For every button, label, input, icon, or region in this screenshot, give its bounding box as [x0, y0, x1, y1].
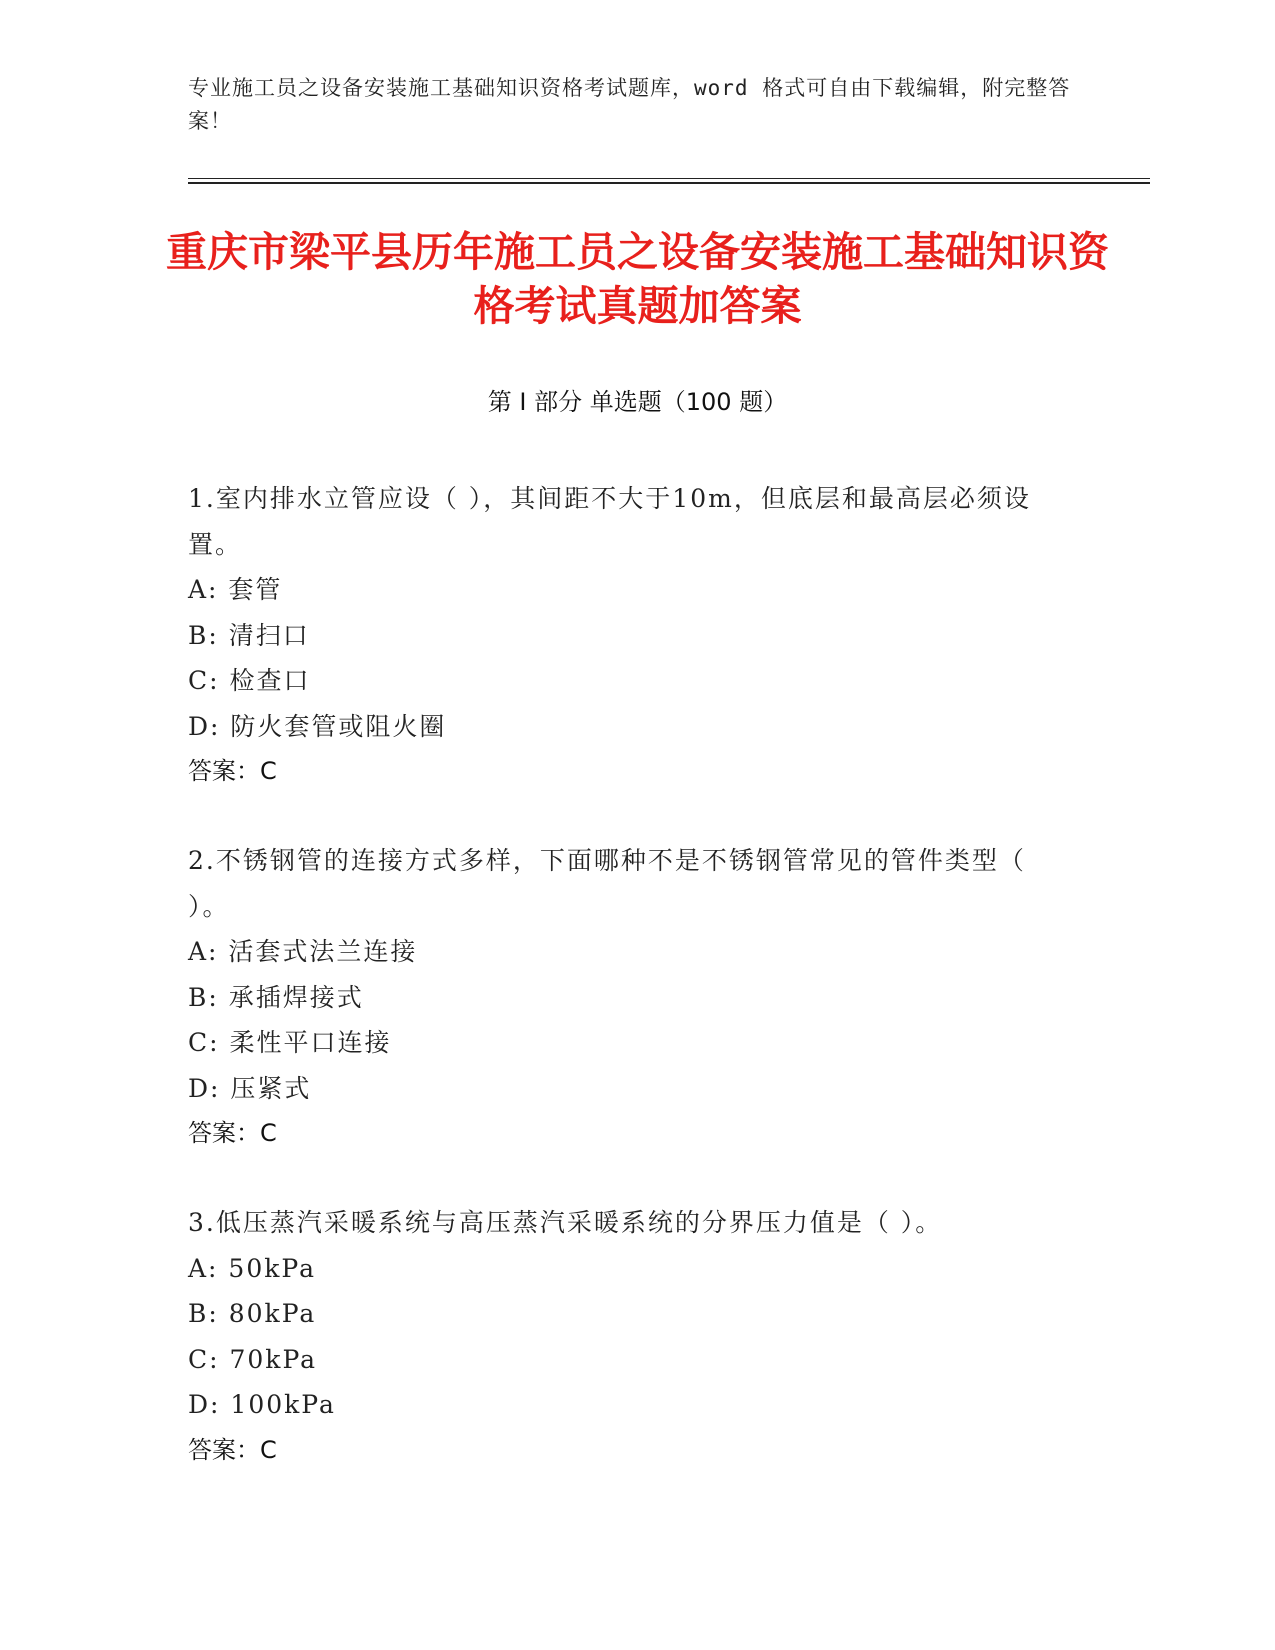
question-1 — [188, 476, 1068, 794]
answer: 答案：C — [188, 757, 277, 785]
header-divider-thin — [188, 178, 1150, 179]
option-a: A: 活套式法兰连接 — [188, 937, 418, 966]
option-c: C: 检查口 — [188, 666, 311, 695]
question-text: 2.不锈钢管的连接方式多样，下面哪种不是不锈钢管常见的管件类型（ ）。 — [188, 846, 1026, 921]
option-c: C: 柔性平口连接 — [188, 1028, 392, 1057]
option-b: B: 承插焊接式 — [188, 982, 364, 1012]
header-divider-thick — [188, 182, 1150, 184]
document-title: 重庆市梁平县历年施工员之设备安装施工基础知识资格考试真题加答案 — [166, 228, 1109, 330]
option-d: D: 防火套管或阻火圈 — [188, 711, 447, 741]
question-text: 1.室内排水立管应设（ ），其间距不大于10m，但底层和最高层必须设置。 — [188, 484, 1031, 559]
section-title: 第 I 部分 单选题（100 题） — [487, 388, 788, 416]
header-note: 专业施工员之设备安装施工基础知识资格考试题库，word 格式可自由下载编辑，附完整答案！ — [188, 76, 1071, 133]
option-c: C: 70kPa — [188, 1344, 318, 1374]
option-a: A: 50kPa — [188, 1253, 316, 1283]
question-3 — [188, 1200, 1068, 1473]
question-list — [188, 476, 1068, 1517]
option-d: D: 压紧式 — [188, 1073, 312, 1103]
question-text: 3.低压蒸汽采暖系统与高压蒸汽采暖系统的分界压力值是（ ）。 — [188, 1208, 943, 1237]
answer: 答案：C — [188, 1119, 277, 1147]
option-a: A: 套管 — [188, 575, 283, 604]
option-b: B: 80kPa — [188, 1299, 317, 1328]
option-d: D: 100kPa — [188, 1390, 336, 1419]
option-b: B: 清扫口 — [188, 620, 310, 650]
answer: 答案：C — [188, 1435, 277, 1464]
question-2 — [188, 838, 1068, 1156]
